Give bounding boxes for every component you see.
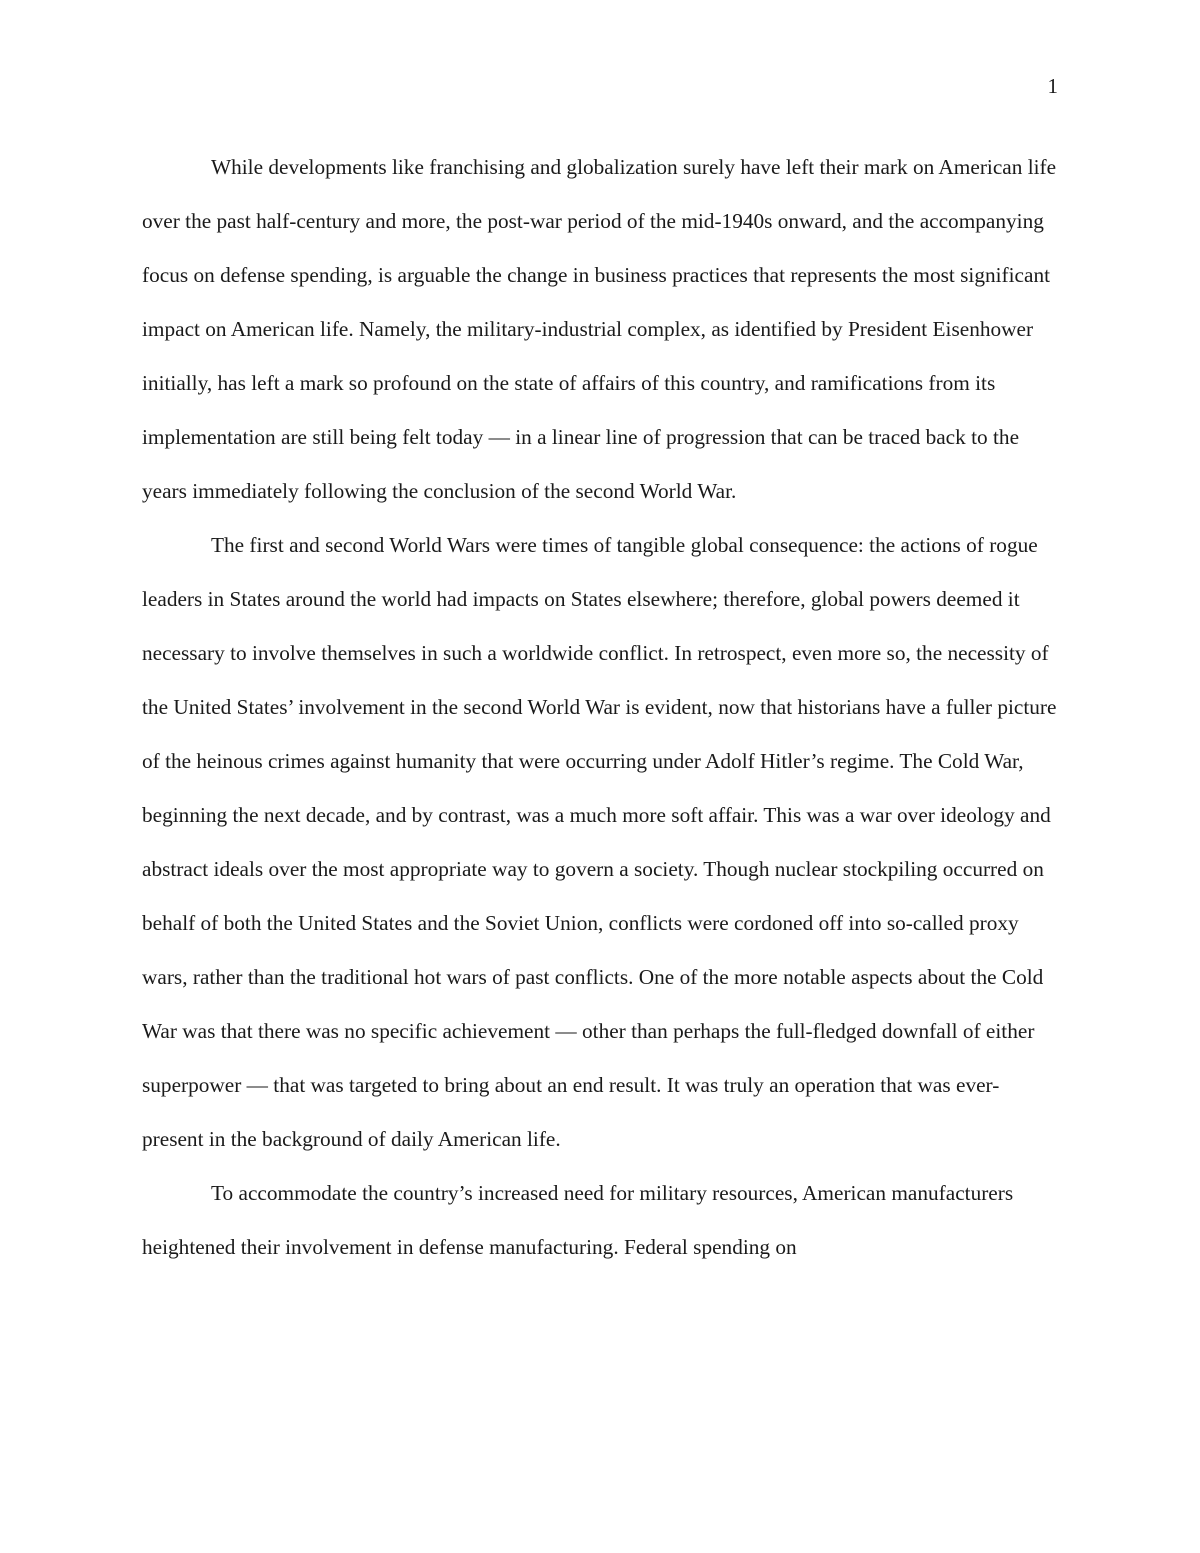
paragraph-3: To accommodate the country’s increased need for military resources, American manufacturers heightened their involvement in defense manufacturing. Federal spending on: [142, 1181, 1014, 1259]
paragraph-2: The first and second World Wars were times of tangible global consequence: the actions of rogue leaders in States around the world had impacts on States elsewhere; therefore, global powers deemed it necessary to involve themselves in such a worldwide conflict. In retrospect, even more so, the necessity of the United States’ involvement in the second World War is evident, now that historians have a fuller picture of the heinous crimes against humanity that were occurring under Adolf Hitler’s regime. The Cold War, beginning the next decade, and by contrast, was a much more soft affair. This was a war over ideology and abstract ideals over the most appropriate way to govern a society. Though nuclear stockpiling occurred on behalf of both the United States and the Soviet Union, conflicts were cordoned off into so-called proxy wars, rather than the traditional hot wars of past conflicts. One of the more notable aspects about the Cold War was that there was no specific achievement — other than perhaps the full-fledged downfall of either superpower — that was targeted to bring about an end result. It was truly an operation that was ever-present in the background of daily American life.: [142, 533, 1057, 1151]
paragraph-1: While developments like franchising and globalization surely have left their mark on American life over the past half-century and more, the post-war period of the mid-1940s onward, and the accompanying focus on defense spending, is arguable the change in business practices that represents the most significant impact on American life. Namely, the military-industrial complex, as identified by President Eisenhower initially, has left a mark so profound on the state of affairs of this country, and ramifications from its implementation are still being felt today — in a linear line of progression that can be traced back to the years immediately following the conclusion of the second World War.: [142, 155, 1057, 503]
page-number: 1: [1047, 74, 1058, 98]
document-body: [142, 140, 1060, 1274]
